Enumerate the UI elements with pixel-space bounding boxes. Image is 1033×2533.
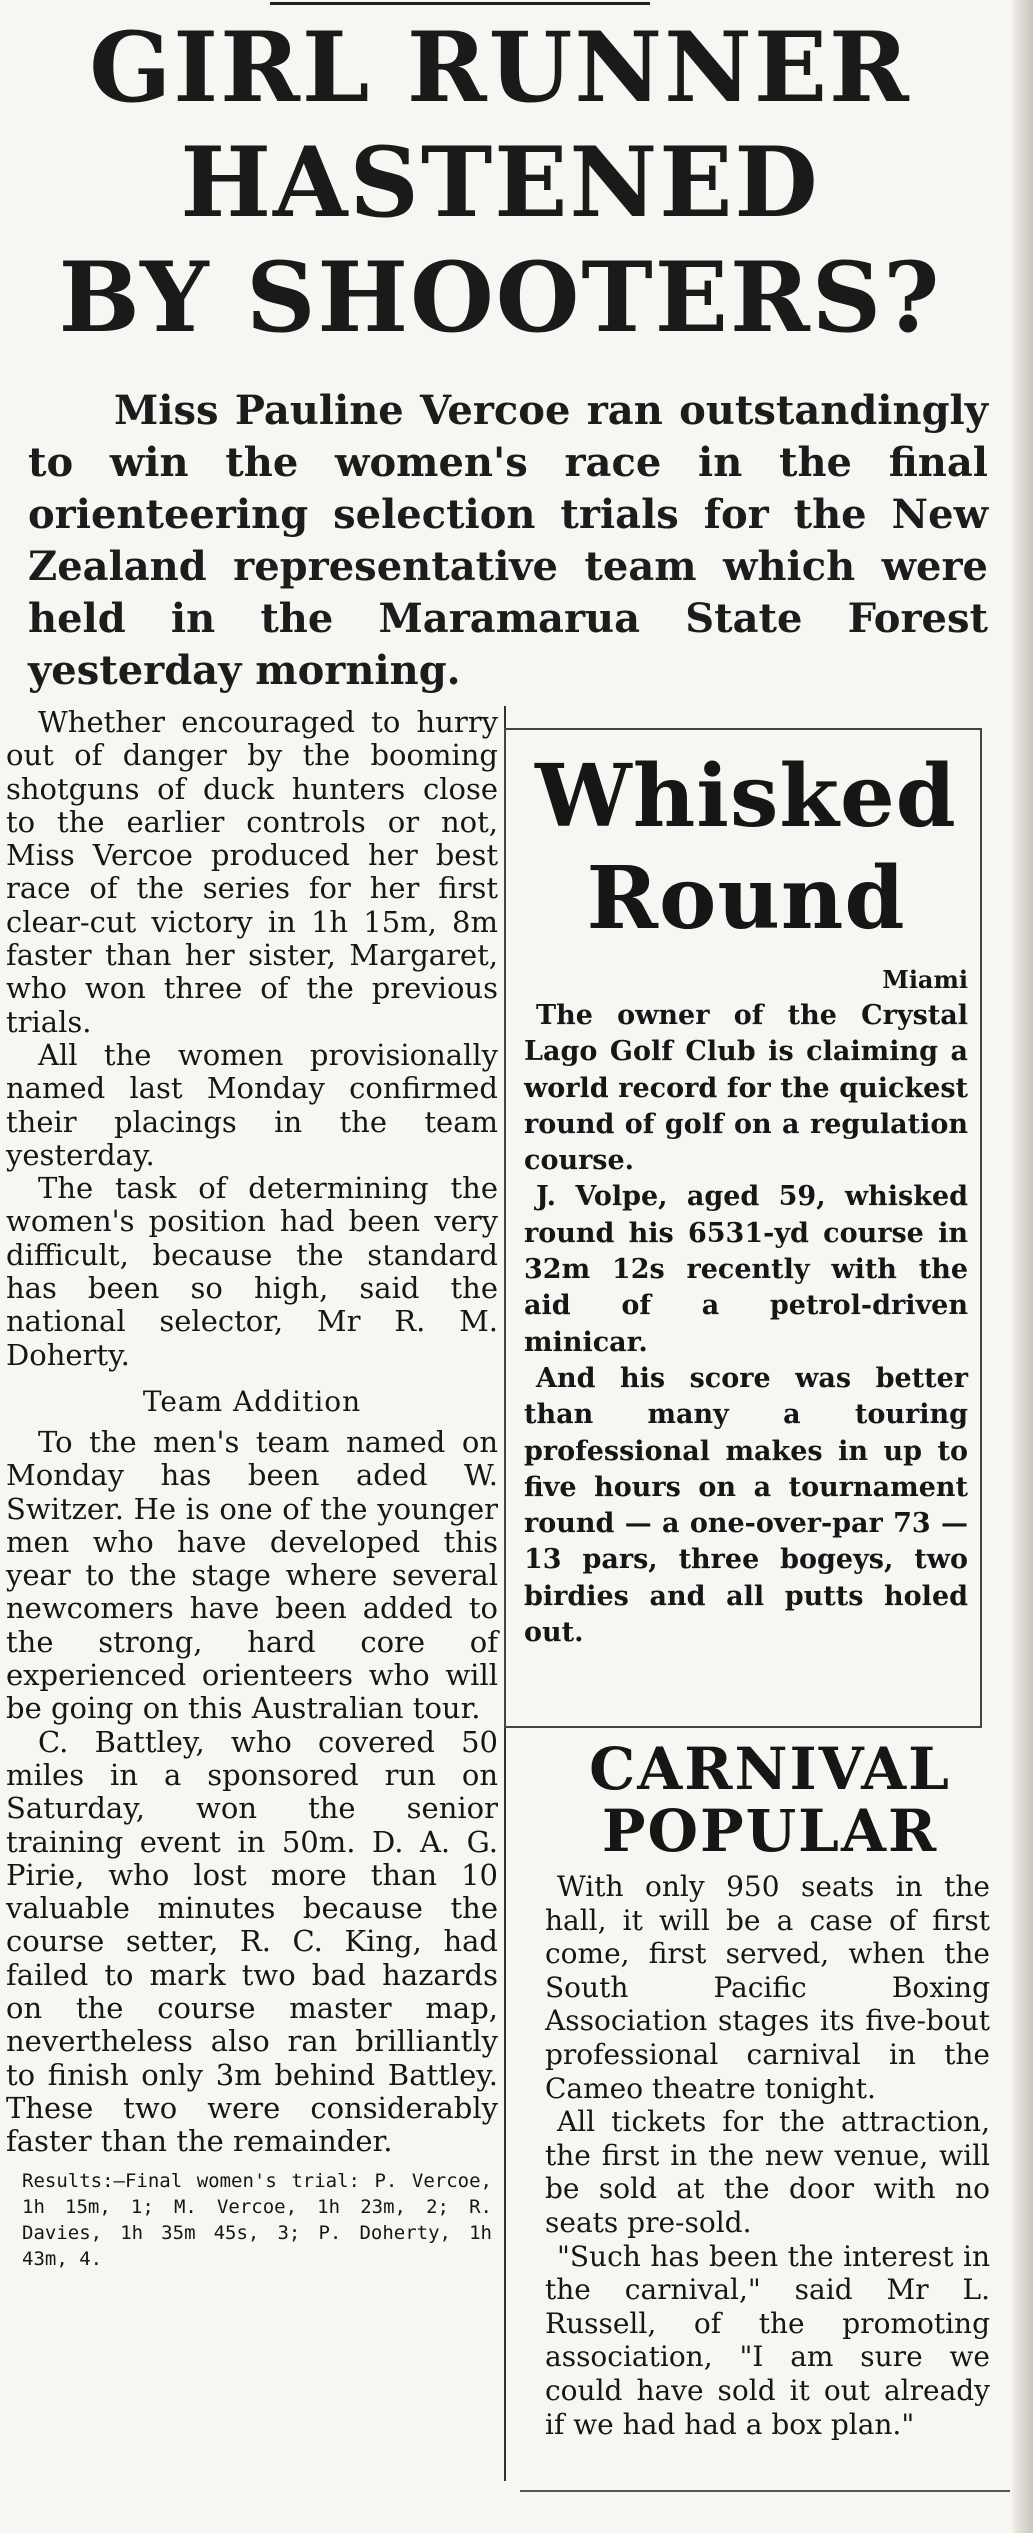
paper-edge-shadow (1012, 0, 1033, 2533)
sidebar-headline (524, 746, 968, 950)
carnival-headline-line-2: POPULAR (601, 1797, 939, 1865)
headline-line-3: BY SHOOTERS? (58, 241, 942, 354)
story-paragraph: To the men's team named on Monday has been aded W. Switzer. He is one of the younger men who have developed this year to the stage where several newcomers have been added to the strong, hard core of experienced orienteers who will be going on this Australian tour. (6, 1424, 498, 1726)
results-line: Results:—Final women's trial: P. Vercoe, 1h 15m, 1; M. Vercoe, 1h 23m, 2; R. Davies, 1h 35m 45s, 3; P. Doherty, 1h 43m, 4. (22, 2170, 492, 2271)
main-story-column (6, 706, 506, 2481)
team-addition-subhead: Team Addition (142, 1384, 362, 1418)
carnival-paragraph: "Such has been the interest in the carnival," said Mr L. Russell, of the promoting association, "I am sure we could have sold it out already if we had had a box plan." (545, 2239, 990, 2441)
headline-line-2: HASTENED (180, 126, 820, 239)
story-paragraph: C. Battley, who covered 50 miles in a sponsored run on Saturday, won the senior training event in 50m. D. A. G. Pirie, who lost more than 10 valuable minutes because the course setter, R. C. King, had failed to mark two bad hazards on the course master map, nevertheless also ran brilliantly to finish only 3m behind Battley. These two were considerably faster than the remainder. (6, 1724, 498, 2159)
story-paragraph: The task of determining the women's position had been very difficult, because the standard has been so high, said the national selector, Mr R. M. Doherty. (6, 1171, 498, 1372)
carnival-story-column (545, 1870, 990, 2441)
whisked-round-box (504, 728, 982, 1728)
top-rule (270, 2, 650, 5)
bottom-rule (520, 2490, 1010, 2492)
sidebar-paragraph: And his score was better than many a touring professional makes in up to five hours on a tournament round — a one-over-par 73 — 13 pars, three bogeys, two birdies and all putts holed out. (524, 1362, 968, 1649)
intro-paragraph: Miss Pauline Vercoe ran outstandingly to win the women's race in the final orienteering selection trials for the New Zealand representative team which were held in the Maramarua State Forest yesterday morning. (28, 387, 988, 694)
headline-line-1: GIRL RUNNER (89, 11, 911, 124)
sidebar-headline-line-1: Whisked (535, 746, 957, 847)
carnival-headline-line-1: CARNIVAL (589, 1735, 951, 1803)
carnival-paragraph: All tickets for the attraction, the first in the new venue, will be sold at the door with no seats pre-sold. (545, 2105, 990, 2239)
story-paragraph: Whether encouraged to hurry out of danger by the booming shotguns of duck hunters close to the earlier controls or not, Miss Vercoe produced her best race of the series for her first clear-cut victory in 1h 15m, 8m faster than her sister, Margaret, who won three of the previous trials. (6, 705, 498, 1039)
sidebar-headline-line-2: Round (586, 848, 906, 949)
carnival-headline (560, 1735, 980, 1865)
sidebar-paragraph: The owner of the Crystal Lago Golf Club is claiming a world record for the quickest round of golf on a regulation course. (524, 1000, 968, 1177)
sidebar-paragraph: J. Volpe, aged 59, whisked round his 6531-yd course in 32m 12s recently with the aid of a petrol-driven minicar. (524, 1181, 968, 1358)
carnival-paragraph: With only 950 seats in the hall, it will be a case of first come, first served, when the South Pacific Boxing Association stages its five-bout professional carnival in the Cameo theatre tonight. (545, 1870, 990, 2105)
dateline: Miami (882, 965, 968, 994)
story-paragraph: All the women provisionally named last Monday confirmed their placings in the team yesterday. (6, 1037, 498, 1172)
main-headline (20, 10, 980, 355)
